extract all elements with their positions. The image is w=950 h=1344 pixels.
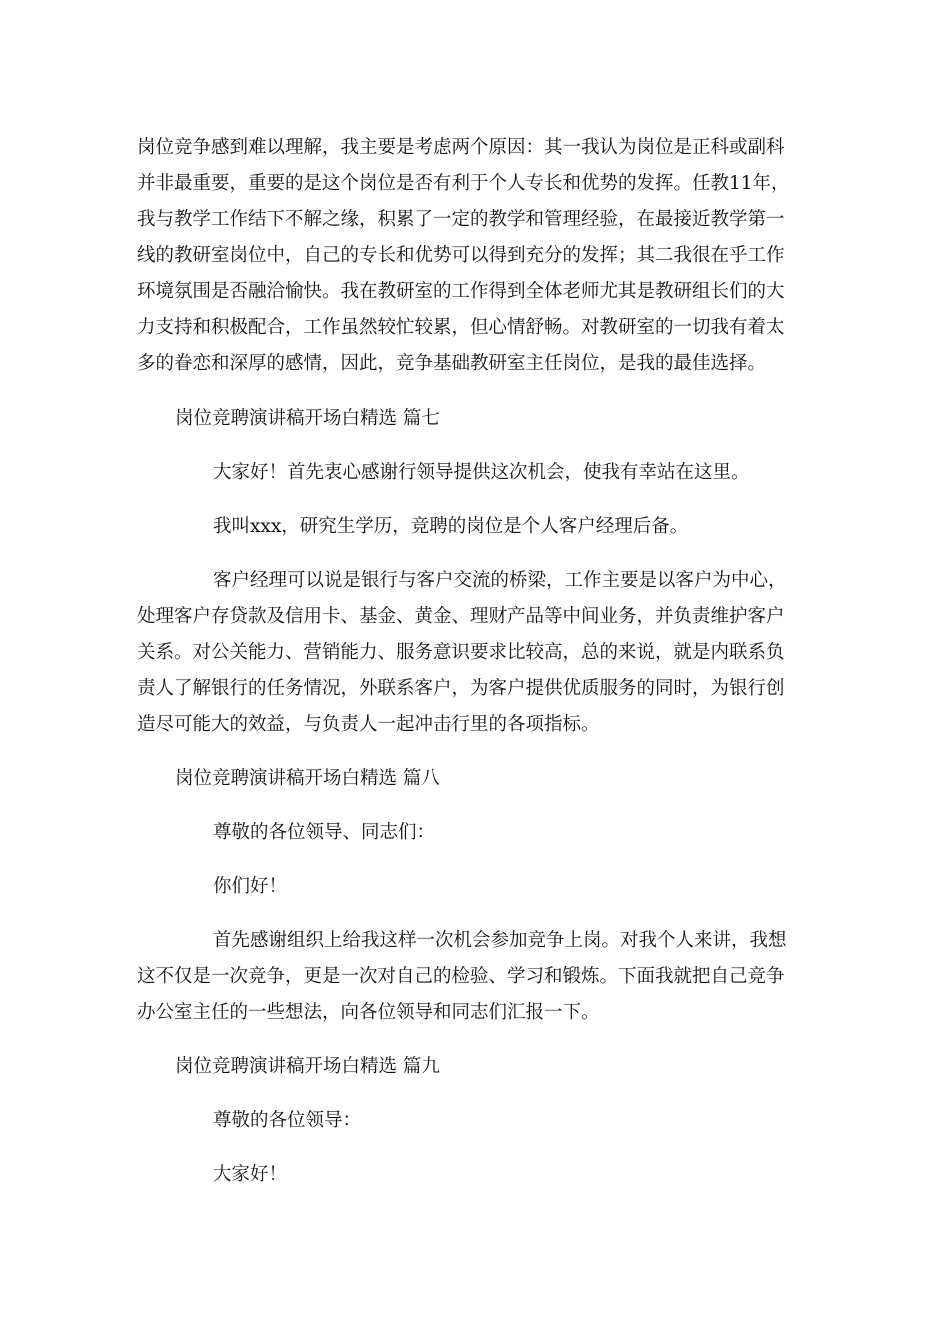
- paragraph-line: 尊敬的各位领导：: [213, 1110, 362, 1131]
- paragraph-line: 首先感谢组织上给我这样一次机会参加竞争上岗。对我个人来讲，我想: [213, 930, 787, 951]
- paragraph-line: 岗位竞争感到难以理解，我主要是考虑两个原因：其一我认为岗位是正科或副科: [137, 137, 785, 158]
- paragraph-line: 造尽可能大的效益，与负责人一起冲击行里的各项指标。: [137, 714, 600, 735]
- paragraph-line: 大家好！: [213, 1164, 288, 1185]
- paragraph-line: 办公室主任的一些想法，向各位领导和同志们汇报一下。: [137, 1002, 600, 1023]
- paragraph-line: 力支持和积极配合，工作虽然较忙较累，但心情舒畅。对教研室的一切我有着太: [137, 317, 785, 338]
- paragraph-line: 我与教学工作结下不解之缘，积累了一定的教学和管理经验，在最接近教学第一: [137, 209, 785, 230]
- paragraph-line: 关系。对公关能力、营销能力、服务意识要求比较高，总的来说，就是内联系负: [137, 642, 785, 663]
- paragraph-line: 处理客户存贷款及信用卡、基金、黄金、理财产品等中间业务，并负责维护客户: [137, 606, 785, 627]
- paragraph-line: 大家好！首先衷心感谢行领导提供这次机会，使我有幸站在这里。: [213, 462, 750, 483]
- paragraph-line: 你们好！: [213, 876, 288, 897]
- paragraph-line: 线的教研室岗位中，自己的专长和优势可以得到充分的发挥；其二我很在乎工作: [137, 245, 785, 266]
- paragraph-line: 责人了解银行的任务情况，外联系客户，为客户提供优质服务的同时，为银行创: [137, 678, 785, 699]
- paragraph-line: 这不仅是一次竞争，更是一次对自己的检验、学习和锻炼。下面我就把自己竞争: [137, 966, 785, 987]
- paragraph-line: 环境氛围是否融洽愉快。我在教研室的工作得到全体老师尤其是教研组长们的大: [137, 281, 785, 302]
- section-heading: 岗位竞聘演讲稿开场白精选 篇七: [175, 408, 440, 429]
- paragraph-line: 尊敬的各位领导、同志们：: [213, 822, 436, 843]
- paragraph-line: 多的眷恋和深厚的感情，因此，竞争基础教研室主任岗位，是我的最佳选择。: [137, 353, 767, 374]
- paragraph-line: 我叫xxx，研究生学历，竞聘的岗位是个人客户经理后备。: [213, 516, 689, 537]
- paragraph-line: 客户经理可以说是银行与客户交流的桥梁，工作主要是以客户为中心，: [213, 570, 787, 591]
- paragraph-line: 并非最重要，重要的是这个岗位是否有利于个人专长和优势的发挥。任教11年，: [137, 173, 790, 194]
- section-heading: 岗位竞聘演讲稿开场白精选 篇九: [175, 1056, 440, 1077]
- section-heading: 岗位竞聘演讲稿开场白精选 篇八: [175, 768, 440, 789]
